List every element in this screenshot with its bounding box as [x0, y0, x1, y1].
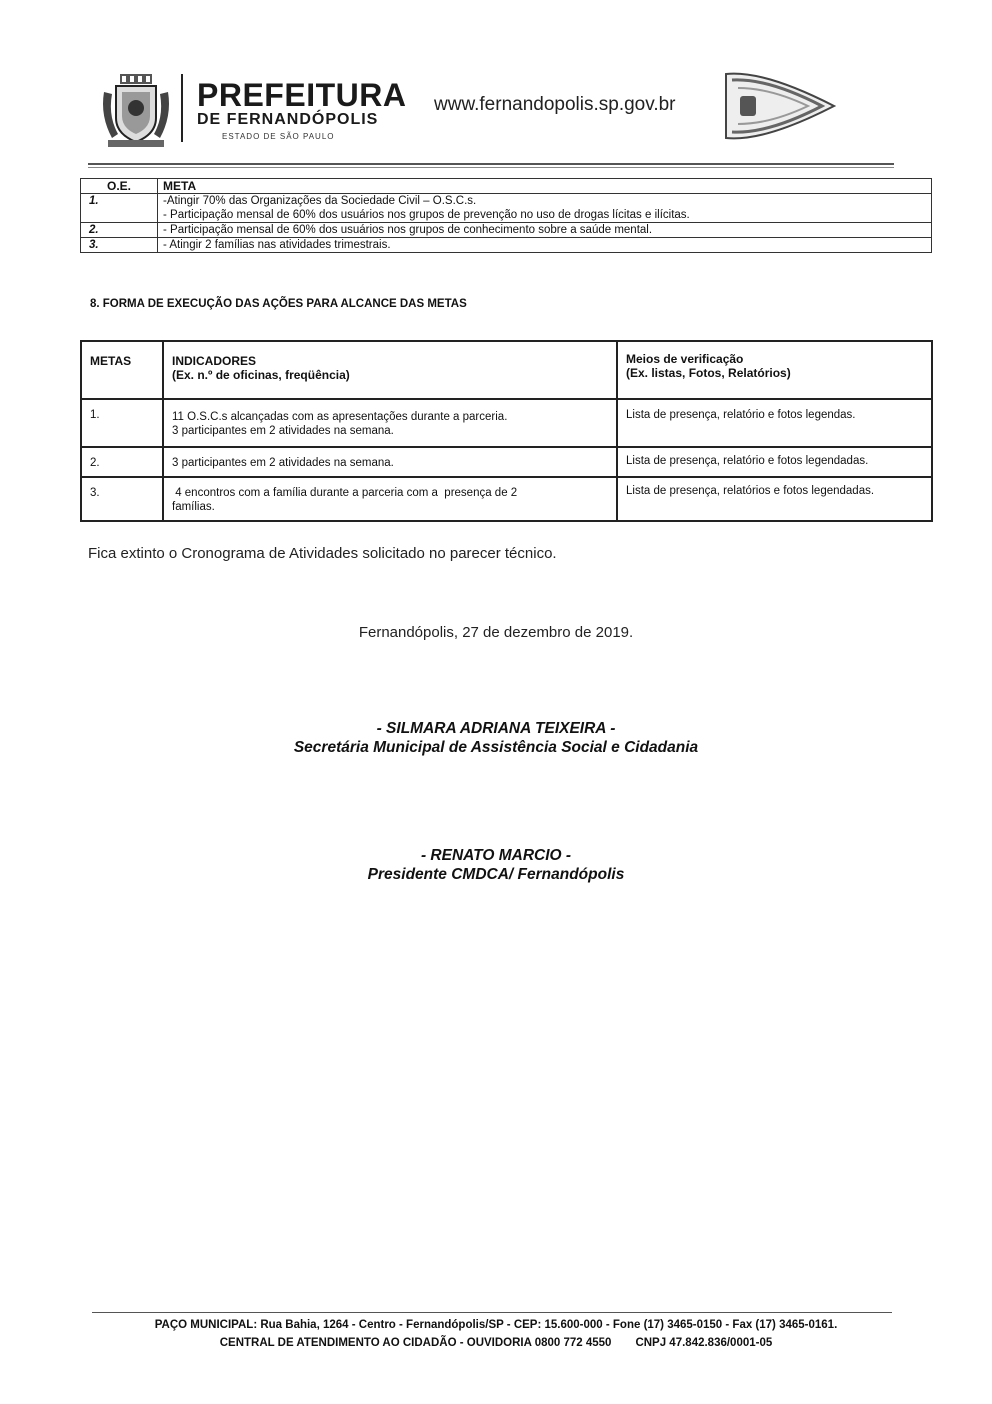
- table-row: [81, 238, 932, 253]
- signatory-role: Secretária Municipal de Assistência Social e Cidadania: [293, 739, 699, 756]
- signatory-role: Presidente CMDCA/ Fernandópolis: [367, 866, 625, 883]
- oe-number: 3.: [81, 238, 158, 253]
- meta-number: 1.: [81, 399, 163, 447]
- indicador-line: 4 encontros com a família durante a parceria com a presença de 2: [172, 487, 518, 499]
- header-indicadores-sub: (Ex. n.º de oficinas, freqüência): [172, 368, 350, 382]
- header-divider: [181, 74, 183, 142]
- brand-state: ESTADO DE SÃO PAULO: [222, 132, 335, 141]
- city-flag-icon: [724, 70, 836, 142]
- section-title: 8. FORMA DE EXECUÇÃO DAS AÇÕES PARA ALCANCE DAS METAS: [90, 298, 467, 310]
- website-link[interactable]: www.fernandopolis.sp.gov.br: [434, 94, 676, 115]
- table-row: [81, 477, 932, 521]
- meta-text: [158, 223, 932, 238]
- meta-line: - Atingir 2 famílias nas atividades trimestrais.: [163, 239, 391, 251]
- header-indicadores: [163, 341, 617, 399]
- header-metas: METAS: [81, 341, 163, 399]
- indicador-cell: [163, 477, 617, 521]
- indicador-cell: [163, 447, 617, 477]
- footer-address: PAÇO MUNICIPAL: Rua Bahia, 1264 - Centro - Fernandópolis/SP - CEP: 15.600-000 - Fone (17) 3465-0150 - Fax (17) 3465-0161.: [154, 1319, 838, 1331]
- table-row: [81, 447, 932, 477]
- header-meta: META: [158, 179, 932, 194]
- header-oe: O.E.: [81, 179, 158, 194]
- header-meios-title: Meios de verificação: [626, 352, 744, 366]
- footer-contact: [0, 1337, 992, 1349]
- table-row: [81, 223, 932, 238]
- table-header-row: [81, 179, 932, 194]
- header-meios-sub: (Ex. listas, Fotos, Relatórios): [626, 366, 791, 380]
- header-rule: [88, 163, 894, 165]
- footer-ouvidoria: CENTRAL DE ATENDIMENTO AO CIDADÃO - OUVIDORIA 0800 772 4550: [219, 1337, 612, 1349]
- meio-cell: Lista de presença, relatório e fotos legendas.: [617, 399, 932, 447]
- indicador-line: famílias.: [172, 501, 215, 513]
- table-row: [81, 194, 932, 223]
- header-meios: [617, 341, 932, 399]
- header-rule-thin: [88, 167, 894, 168]
- oe-number: 2.: [81, 223, 158, 238]
- footer-cnpj: CNPJ 47.842.836/0001-05: [635, 1337, 773, 1349]
- indicador-cell: [163, 399, 617, 447]
- meta-line: - Participação mensal de 60% dos usuários nos grupos de conhecimento sobre a saúde mental.: [163, 224, 653, 236]
- meta-text: [158, 238, 932, 253]
- meta-number: 3.: [81, 477, 163, 521]
- meio-cell: Lista de presença, relatórios e fotos legendadas.: [617, 477, 932, 521]
- signatory-name: - SILMARA ADRIANA TEIXEIRA -: [376, 720, 616, 737]
- brand-title: PREFEITURA: [197, 77, 407, 113]
- execution-table: [80, 340, 933, 522]
- meio-cell: Lista de presença, relatório e fotos legendadas.: [617, 447, 932, 477]
- indicador-line: 3 participantes em 2 atividades na semana.: [172, 457, 394, 469]
- indicador-line: 3 participantes em 2 atividades na semana.: [172, 425, 394, 437]
- header-indicadores-title: INDICADORES: [172, 354, 257, 368]
- meta-text: [158, 194, 932, 223]
- footer-rule: [92, 1312, 892, 1313]
- note-text: Fica extinto o Cronograma de Atividades solicitado no parecer técnico.: [88, 545, 557, 562]
- meta-number: 2.: [81, 447, 163, 477]
- table-row: [81, 399, 932, 447]
- brand-subtitle: DE FERNANDÓPOLIS: [197, 111, 379, 128]
- document-date: Fernandópolis, 27 de dezembro de 2019.: [358, 624, 634, 641]
- table-header-row: [81, 341, 932, 399]
- municipal-crest-icon: [100, 72, 172, 150]
- meta-line: -Atingir 70% das Organizações da Sociedade Civil – O.S.C.s.: [163, 195, 477, 207]
- signatory-name: - RENATO MARCIO -: [420, 847, 572, 864]
- indicador-line: 11 O.S.C.s alcançadas com as apresentações durante a parceria.: [172, 411, 508, 423]
- meta-line: - Participação mensal de 60% dos usuários nos grupos de prevenção no uso de drogas lícitas e ilícitas.: [163, 209, 690, 221]
- oe-number: 1.: [81, 194, 158, 223]
- goals-table: [80, 178, 932, 253]
